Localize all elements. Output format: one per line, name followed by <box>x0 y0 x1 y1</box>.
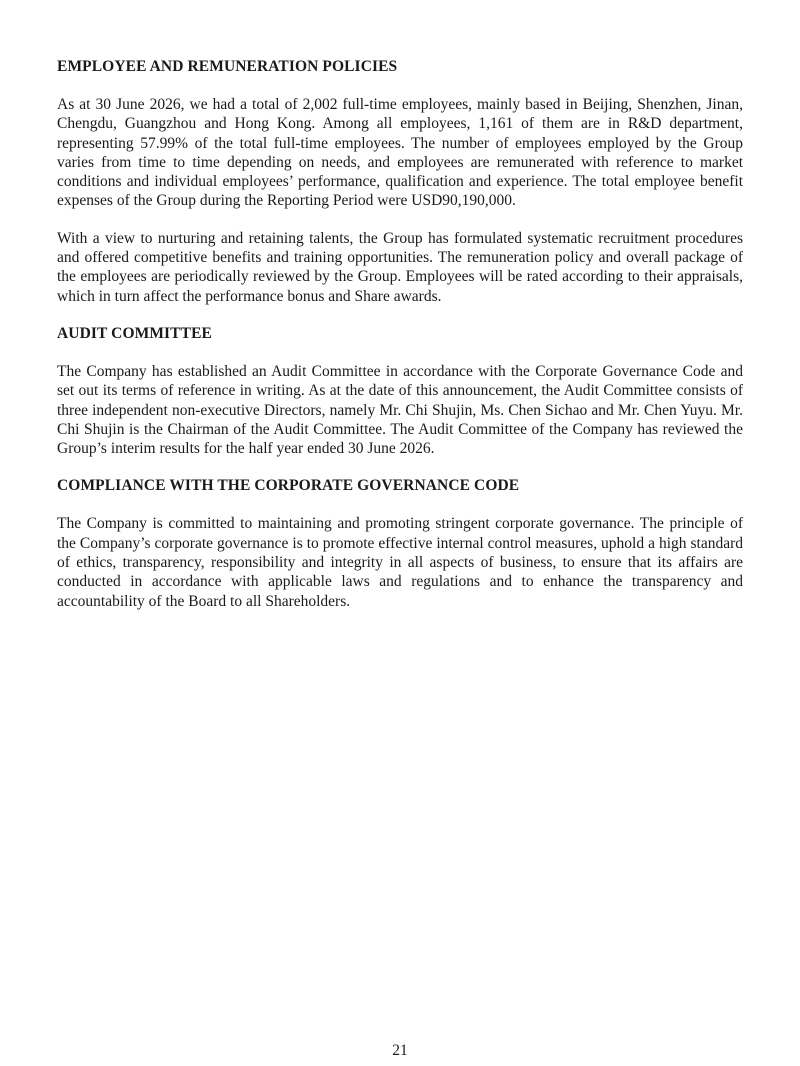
section-heading: EMPLOYEE AND REMUNERATION POLICIES <box>57 58 398 75</box>
document-page <box>57 57 743 629</box>
audit-committee-section <box>57 324 743 458</box>
section-heading: COMPLIANCE WITH THE CORPORATE GOVERNANCE CODE <box>57 477 520 495</box>
paragraph: The Company is committed to maintaining and promoting stringent corporate governance. The principle of the Company’s corporate governance is to promote effective internal control measures, uphold a high standard of ethics, transparency, responsibility and integrity in all aspects of business, to ensure that its affairs are conducted in accordance with applicable laws and regulations and to enhance the transparency and accountability of the Board to all Shareholders. <box>57 515 743 610</box>
section-heading: AUDIT COMMITTEE <box>57 324 212 342</box>
paragraph: The Company has established an Audit Committee in accordance with the Corporate Governance Code and set out its terms of reference in writing. As at the date of this announcement, the Audit Committee consists of three independent non-executive Directors, namely Mr. Chi Shujin, Ms. Chen Sichao and Mr. Chen Yuyu. Mr. Chi Shujin is the Chairman of the Audit Committee. The Audit Committee of the Company has reviewed the Group’s interim results for the half year ended 30 June 2026. <box>57 362 743 458</box>
corporate-governance-section <box>57 476 743 610</box>
paragraph: With a view to nurturing and retaining talents, the Group has formulated systematic recruitment procedures and offered competitive benefits and training opportunities. The remuneration policy and overall package of the employees are periodically reviewed by the Group. Employees will be rated according to their appraisals, which in turn affect the performance bonus and Share awards. <box>57 229 743 305</box>
page-number: 21 <box>392 1042 408 1059</box>
employee-remuneration-section <box>57 57 743 306</box>
paragraph: As at 30 June 2026, we had a total of 2,002 full-time employees, mainly based in Beijing, Shenzhen, Jinan, Chengdu, Guangzhou and Hong Kong. Among all employees, 1,161 of them are in R&D department, representing 57.99% of the total full-time employees. The number of employees employed by the Group varies from time to time depending on needs, and employees are remunerated with reference to market conditions and individual employees’ performance, qualification and experience. The total employee benefit expenses of the Group during the Reporting Period were USD90,190,000. <box>57 96 743 210</box>
